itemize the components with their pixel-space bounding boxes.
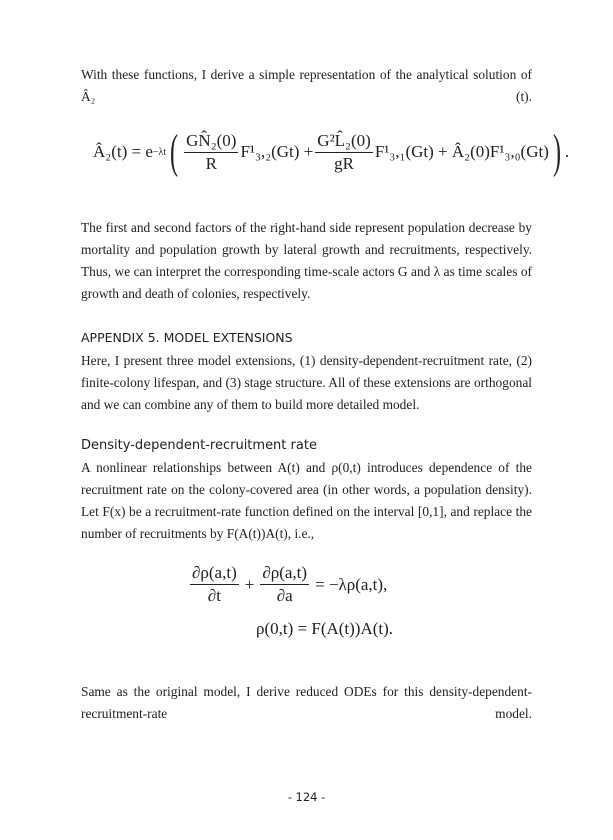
eq1-fraction-1 — [184, 131, 238, 174]
paragraph-nonlinear: A nonlinear relationships between A(t) and ρ(0,t) introduces dependence of the recruitment rate on the colony-covered area (in other words, a population density). Let F(x) be a recruitment-rate function defined on the interval [0,1], and replace the number of recruitments by F(A(t))A(t), i.e., — [81, 460, 532, 541]
eq1-exponent: −λt — [152, 146, 167, 158]
equation-analytical-solution — [93, 125, 570, 178]
paragraph-reduced-odes: Same as the original model, I derive reduced ODEs for this density-dependent-recruitment-rate model. — [81, 684, 532, 721]
eq1-lhs: Â₂(t) = e — [93, 142, 153, 161]
eq1-left-paren: ( — [170, 125, 179, 178]
eq1-term-1: F¹₃,₂(Gt) + — [240, 142, 314, 161]
eq1-fraction-2 — [315, 131, 373, 174]
eq1-right-paren: ) — [552, 125, 561, 178]
intro-paragraph: With these functions, I derive a simple representation of the analytical solution of Â₂ (t). — [81, 67, 532, 104]
eq2-rhs: = −λρ(a,t), — [315, 574, 388, 594]
eq1-f1-numerator: GN̂₂(0) — [184, 131, 238, 153]
eq2-b-denominator: ∂a — [276, 586, 293, 605]
eq2-fraction-t — [190, 563, 239, 606]
eq2-a-numerator: ∂ρ(a,t) — [190, 563, 239, 585]
eq1-f2-denominator: gR — [334, 153, 354, 173]
eq2-b-numerator: ∂ρ(a,t) — [260, 563, 309, 585]
eq1-term-2: F¹₃,₁(Gt) + Â₂(0)F¹₃,₀(Gt) — [374, 142, 549, 161]
paragraph-extensions: Here, I present three model extensions, (1) density-dependent-recruitment rate, (2) finite-colony lifespan, and (3) stage structure. All of these extensions are orthogonal and we can combine any of them to build more detailed model. — [81, 353, 532, 412]
eq2-a-denominator: ∂t — [207, 586, 221, 605]
eq1-period: . — [564, 142, 570, 161]
equation-boundary: ρ(0,t) = F(A(t))A(t). — [256, 619, 394, 638]
paragraph-interpretation: The first and second factors of the right-hand side represent population decrease by mortality and population growth by lateral growth and recruitments, respectively. Thus, we can interpret the corresponding time-scale actors G and λ as time scales of growth and death of colonies, respectively. — [81, 220, 532, 301]
eq1-f2-numerator: G²L̂₂(0) — [315, 131, 373, 153]
eq2-fraction-a — [260, 563, 309, 606]
eq2-plus: + — [244, 574, 255, 594]
page-number: - 124 - — [287, 790, 326, 804]
equation-pde — [188, 563, 387, 606]
eq1-f1-denominator: R — [205, 153, 217, 173]
appendix-heading: APPENDIX 5. MODEL EXTENSIONS — [81, 330, 293, 345]
subheading-density-dependent: Density-dependent-recruitment rate — [81, 438, 317, 453]
